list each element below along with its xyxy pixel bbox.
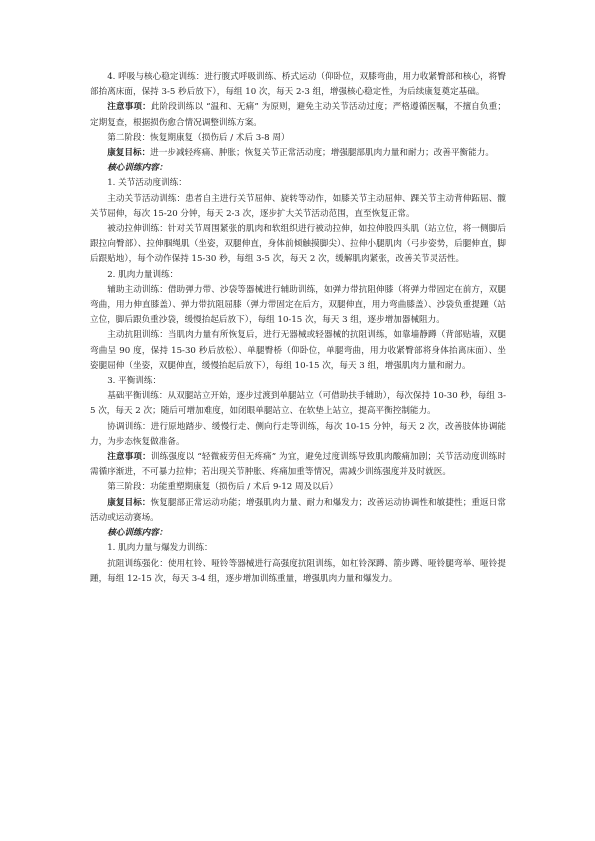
active-resistance-training: 主动抗阻训练：当肌肉力量有所恢复后，进行无器械或轻器械的抗阻训练，如靠墙静蹲（背部贴墙，双腿弯曲呈 90 度，保持 15-30 秒后放松）、单腿臀桥（仰卧位，单腿弯曲，用力收紧臀部将身体抬离床面）、坐姿腿屈伸（坐姿，双腿伸直，缓慢抬起后放下），每组 10-15 次，每天 3 组，增强肌肉力量和耐力。 (90, 330, 506, 371)
precautions-stage1 (90, 100, 506, 130)
core-content-heading: 核心训练内容： (107, 163, 168, 174)
precautions-text: 训练强度以 “轻微疲劳但无疼痛” 为宜，避免过度训练导致肌肉酸痛加剧；关节活动度训练时需循序渐进，不可暴力拉伸；若出现关节肿胀、疼痛加重等情况，需减少训练强度并及时就医。 (90, 452, 506, 478)
rehab-goals-text: 恢复腿部正常运动功能；增强肌肉力量、耐力和爆发力；改善运动协调性和敏捷性；重返日常活动或运动赛场。 (90, 497, 506, 523)
precautions-label: 注意事项： (107, 102, 151, 113)
basic-balance-training: 基础平衡训练：从双腿站立开始，逐步过渡到单腿站立（可借助扶手辅助），每次保持 10-30 秒，每组 3-5 次，每天 2 次；随后可增加难度，如闭眼单腿站立、在软垫上站立，提高平衡控制能力。 (90, 391, 506, 417)
stage2-heading: 第二阶段：恢复期康复（损伤后 / 术后 3-8 周） (107, 132, 290, 143)
stage3-heading: 第三阶段：功能重塑期康复（损伤后 / 术后 9-12 周及以后） (107, 482, 338, 493)
balance-training-heading: 3. 平衡训练： (107, 376, 162, 387)
rehab-goals-stage2 (90, 146, 506, 161)
rom-training-heading: 1. 关节活动度训练： (107, 178, 187, 189)
coordination-training: 协调训练：进行原地踏步、缓慢行走、侧向行走等训练，每次 10-15 分钟，每天 2 次，改善肢体协调能力，为步态恢复做准备。 (90, 421, 506, 447)
core-content-heading: 核心训练内容： (107, 528, 168, 539)
rehab-goals-label: 康复目标： (107, 497, 151, 508)
passive-stretch-training: 被动拉伸训练：针对关节周围紧张的肌肉和软组织进行被动拉伸，如拉伸股四头肌（站立位，将一侧脚后跟拉向臀部）、拉伸腘绳肌（坐姿，双腿伸直，身体前倾触摸脚尖）、拉伸小腿肌肉（弓步姿势，后腿伸直，脚后跟贴地），每个动作保持 15-30 秒，每组 3-5 次，每天 2 次，缓解肌肉紧张，改善关节灵活性。 (90, 224, 506, 265)
precautions-label: 注意事项： (107, 452, 151, 463)
power-training-heading: 1. 肌肉力量与爆发力训练： (107, 543, 213, 554)
precautions-stage2 (90, 450, 506, 480)
rehab-goals-text: 进一步减轻疼痛、肿胀；恢复关节正常活动度；增强腿部肌肉力量和耐力；改善平衡能力。 (150, 148, 494, 159)
rehab-goals-stage3 (90, 496, 506, 526)
precautions-text: 此阶段训练以 “温和、无痛” 为原则，避免主动关节活动过度；严格遵循医嘱，不擅自负重；定期复查，根据损伤愈合情况调整训练方案。 (90, 102, 506, 128)
breathing-core-training: 4. 呼吸与核心稳定训练：进行腹式呼吸训练、桥式运动（仰卧位，双膝弯曲，用力收紧臀部和核心，将臀部抬离床面，保持 3-5 秒后放下），每组 10 次，每天 2-3 组，增强核心稳定性，为后续康复奠定基础。 (90, 72, 506, 98)
document-page (90, 70, 506, 587)
assisted-active-training: 辅助主动训练：借助弹力带、沙袋等器械进行辅助训练，如弹力带抗阻伸膝（将弹力带固定在前方，双腿弯曲，用力伸直膝盖）、弹力带抗阻屈膝（弹力带固定在后方，双腿伸直，用力弯曲膝盖）、沙袋负重提踵（站立位，脚后跟负重沙袋，缓慢抬起后放下），每组 10-15 次，每天 3 组，逐步增加器械阻力。 (90, 284, 506, 326)
strength-training-heading: 2. 肌肉力量训练： (107, 269, 179, 280)
resistance-strengthening: 抗阻训练强化：使用杠铃、哑铃等器械进行高强度抗阻训练，如杠铃深蹲、箭步蹲、哑铃腿弯举、哑铃提踵，每组 12-15 次，每天 3-4 组，逐步增加训练重量，增强肌肉力量和爆发力。 (90, 558, 506, 584)
active-rom-training: 主动关节活动训练：患者自主进行关节屈伸、旋转等动作，如膝关节主动屈伸、踝关节主动背伸跖屈、髋关节屈伸，每次 15-20 分钟，每天 2-3 次，逐步扩大关节活动范围，直至恢复正常。 (90, 193, 506, 219)
rehab-goals-label: 康复目标： (107, 148, 151, 159)
